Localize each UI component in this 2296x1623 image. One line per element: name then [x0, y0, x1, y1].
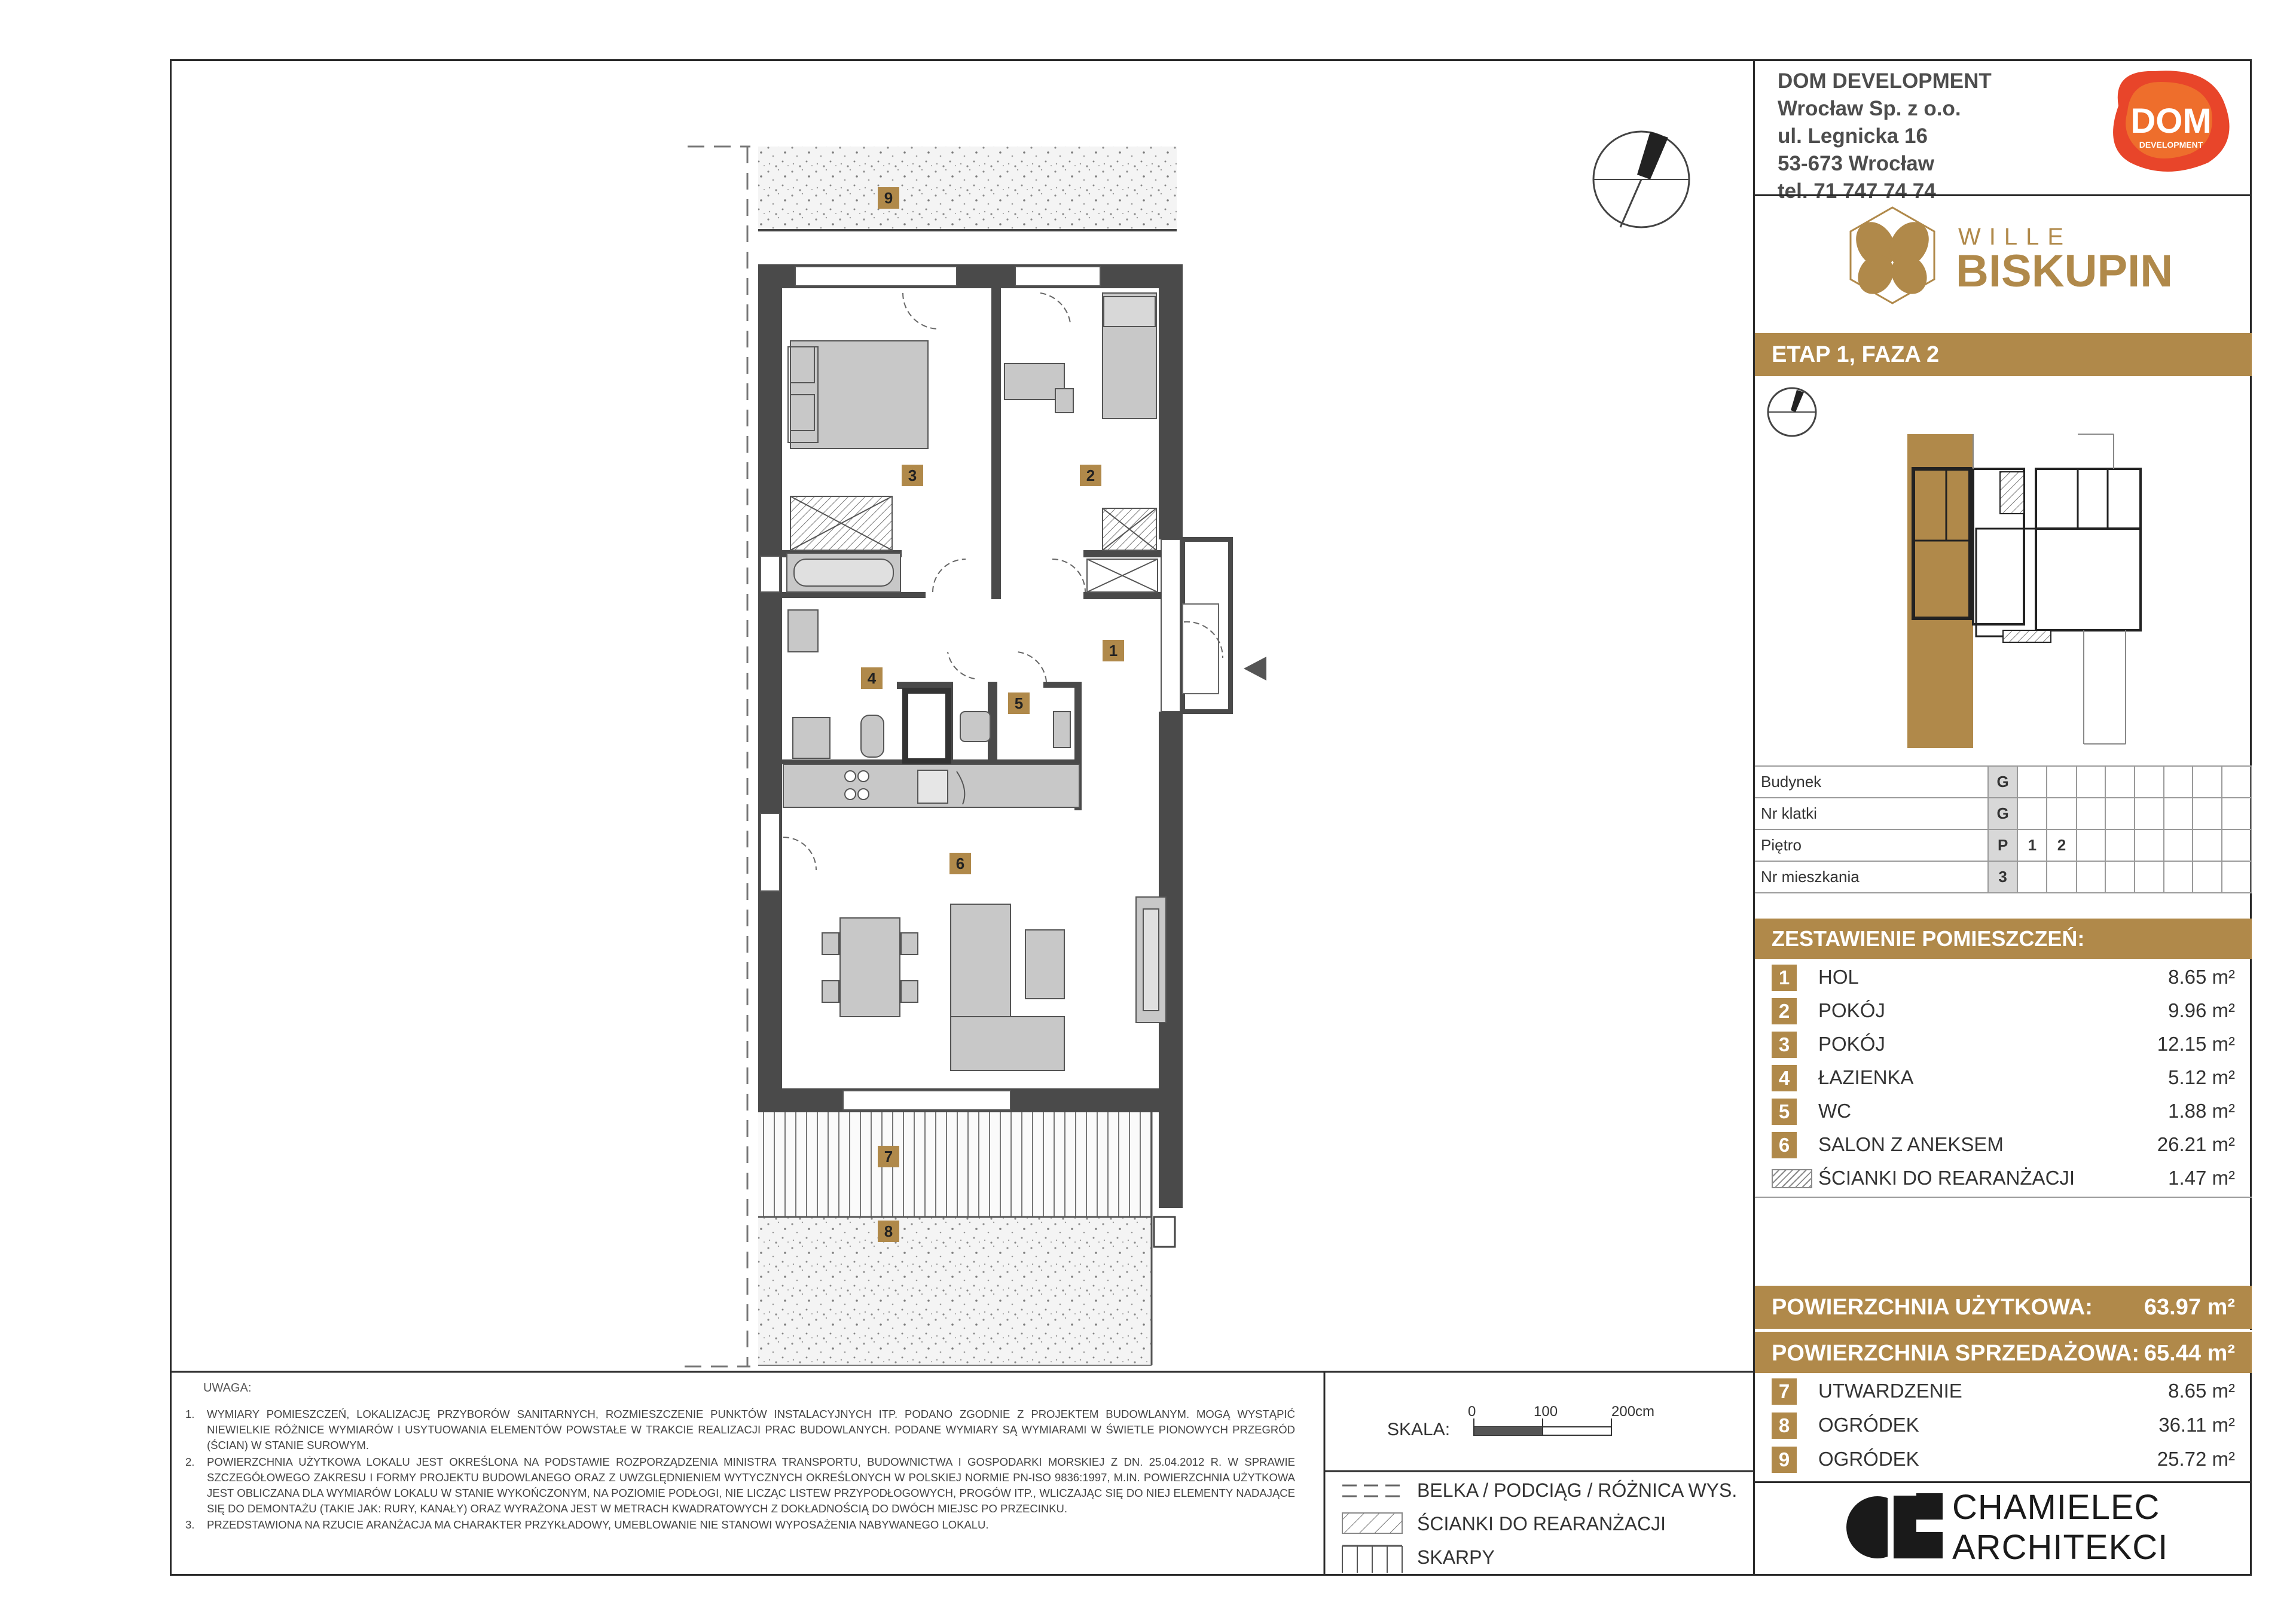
extra-name: OGRÓDEK [1818, 1414, 1919, 1436]
wille-biskupin-logo [1839, 203, 2173, 328]
meta-cell [2193, 861, 2222, 893]
meta-cell [2164, 829, 2193, 861]
room-row [1755, 994, 2252, 1028]
meta-cell [2193, 798, 2222, 829]
room-number-badge: 1 [1772, 965, 1797, 991]
chamielec-square-2 [1916, 1532, 1943, 1558]
scale-tick-0: 0 [1468, 1404, 1476, 1420]
meta-cell [2077, 861, 2106, 893]
extra-row [1755, 1375, 2252, 1408]
meta-cell [2017, 861, 2047, 893]
meta-cell [2164, 861, 2193, 893]
extra-area: 8.65 m² [2168, 1380, 2235, 1402]
sales-area-bar [1755, 1330, 2252, 1373]
meta-cell [2047, 798, 2076, 829]
meta-cell [2135, 829, 2164, 861]
dom-development-logo [2095, 64, 2238, 178]
room-number-badge: 5 [1772, 1099, 1797, 1125]
meta-cell [2105, 766, 2135, 798]
extra-name: OGRÓDEK [1818, 1448, 1919, 1470]
meta-cell [2135, 861, 2164, 893]
meta-cell: G [1988, 798, 2017, 829]
meta-cell [2222, 829, 2251, 861]
company-phone: tel. 71 747 74 74 [1778, 179, 1936, 203]
room-area: 26.21 m² [2157, 1133, 2235, 1155]
partition-area: 1.47 m² [2168, 1167, 2235, 1189]
company-name: DOM DEVELOPMENT [1778, 69, 1992, 93]
room-name: HOL [1818, 966, 1859, 988]
extra-number-badge: 7 [1772, 1378, 1797, 1405]
extra-number-badge: 9 [1772, 1447, 1797, 1473]
room-row [1755, 961, 2252, 994]
note-text: PRZEDSTAWIONA NA RZUCIE ARANŻACJA MA CHARAKTER PRZYKŁADOWY, UMEBLOWANIE NIE STANOWI WYPOSAŻENIA NABYWANEGO LOKALU. [207, 1518, 989, 1531]
meta-cell [2077, 766, 2106, 798]
meta-cell [2222, 766, 2251, 798]
garden-8-area [758, 1217, 1152, 1365]
plan-label-5: 5 [1014, 694, 1024, 712]
logo-dom: DOM [2130, 102, 2212, 141]
room-row [1755, 1095, 2252, 1128]
note-number: 2. [185, 1456, 195, 1468]
architect-name-2: ARCHITEKCI [1952, 1528, 2169, 1567]
meta-cell: 2 [2047, 829, 2076, 861]
room-row [1755, 1061, 2252, 1095]
chamielec-square-1 [1916, 1493, 1943, 1520]
sales-area-value: 65.44 m² [2144, 1341, 2235, 1366]
meta-cell: 1 [2017, 829, 2047, 861]
room-area: 9.96 m² [2168, 999, 2235, 1021]
room-number-badge: 6 [1772, 1132, 1797, 1158]
plan-label-1: 1 [1109, 642, 1118, 660]
plan-label-7: 7 [884, 1148, 893, 1166]
note-text: POWIERZCHNIA UŻYTKOWA LOKALU JEST OKREŚLONA NA PODSTAWIE ROZPORZĄDZENIA MINISTRA TRANSPORTU, BUDOWNICTWA I GOSPODARKI MORSKIEJ Z DN. 25.04.2012 R. W SPRAWIE SZCZEGÓŁOWEGO ZAKRESU I FORMY PROJEKTU BUDOWLANEGO ORAZ Z UWZGLĘDNIENIEM WYTYCZNYCH OKREŚLONYCH W POLSKIEJ NORMIE PN-ISO 9836:1997, M.IN. POWIERZCHNIA UŻYTKOWA JEST OBLICZANA DLA WYMIARÓW LOKALU W STANIE WYKOŃCZONYM, NA POZIOMIE PODŁOGI, NIE LICZĄC LISTEW PRZYPODŁOGOWYCH, PROGÓW ITP., WLICZAJĄC SIĘ DO NIEJ ELEMENTY NADAJĄCE SIĘ DO DEMONTAŻU (TAKIE JAK: RURY, KANAŁY) ORAZ WYRAŻONA JEST W METRACH KWADRATOWYCH Z DOKŁADNOŚCIĄ DO DWÓCH MIEJSC PO PRZECINKU. [207, 1456, 1295, 1515]
meta-label: Budynek [1755, 766, 1988, 798]
plan-label-4: 4 [867, 669, 877, 687]
plan-label-9: 9 [884, 189, 893, 207]
notes-title: UWAGA: [203, 1381, 252, 1395]
usable-area-bar [1755, 1286, 2252, 1329]
plan-label-3: 3 [908, 466, 917, 484]
plan-label-6: 6 [955, 855, 965, 872]
company-address [1778, 68, 1992, 205]
room-name: POKÓJ [1818, 999, 1885, 1021]
rooms-header: ZESTAWIENIE POMIESZCZEŃ: [1755, 919, 2252, 959]
partition-row [1755, 1162, 2252, 1195]
bedroom-3-furniture [788, 341, 928, 550]
meta-row-apartment [1755, 861, 2251, 893]
company-street: ul. Legnicka 16 [1778, 124, 1928, 148]
logo-development: DEVELOPMENT [2139, 140, 2203, 150]
meta-row-building [1755, 766, 2251, 798]
extra-number-badge: 8 [1772, 1413, 1797, 1439]
legend-symbols [1342, 1485, 1402, 1573]
architect-name: CHAMIELEC [1952, 1488, 2160, 1527]
living-room-furniture [822, 897, 1166, 1070]
meta-cell [2193, 766, 2222, 798]
apartment-meta-table [1755, 765, 2252, 893]
meta-cell [2222, 861, 2251, 893]
note-number: 1. [185, 1408, 195, 1420]
meta-cell [2077, 798, 2106, 829]
north-compass-icon [1593, 132, 1689, 227]
terrace-7-area [758, 1112, 1152, 1217]
note-text: WYMIARY POMIESZCZEŃ, LOKALIZACJĘ PRZYBORÓW SANITARNYCH, ROZMIESZCZENIE PUNKTÓW INSTALACYJNYCH ITP. PODANO ZGODNIE Z PROJEKTEM BUDOWLANYM. MOGĄ WYSTĄPIĆ NIEWIELKIE RÓŻNICE WYMIARÓW I USYTUOWANIA ELEMENTÓW POWSTAŁE W TRAKCIE REALIZACJI PRAC BUDOWLANYCH. PODANE WYMIARY SĄ WYMIARAMI W ŚWIETLE PIONOWYCH PRZEGRÓD (ŚCIAN) W STANIE SUROWYM. [207, 1408, 1295, 1451]
company-sub: Wrocław Sp. z o.o. [1778, 97, 1961, 120]
meta-cell [2164, 766, 2193, 798]
usable-area-label: POWIERZCHNIA UŻYTKOWA: [1772, 1295, 2093, 1320]
room-area: 1.88 m² [2168, 1100, 2235, 1122]
extra-area: 25.72 m² [2157, 1448, 2235, 1470]
company-city: 53-673 Wrocław [1778, 152, 1934, 175]
stage-label: ETAP 1, FAZA 2 [1755, 333, 2252, 376]
meta-cell [2047, 861, 2076, 893]
legend-slopes: SKARPY [1417, 1546, 1495, 1568]
plan-label-2: 2 [1086, 466, 1095, 484]
meta-cell [2077, 829, 2106, 861]
meta-row-floor [1755, 829, 2251, 861]
meta-cell: 3 [1988, 861, 2017, 893]
extra-name: UTWARDZENIE [1818, 1380, 1962, 1402]
meta-cell: G [1988, 766, 2017, 798]
meta-cell [2164, 798, 2193, 829]
partition-name: ŚCIANKI DO REARANŻACJI [1818, 1167, 2075, 1189]
meta-cell [2135, 766, 2164, 798]
room-name: POKÓJ [1818, 1033, 1885, 1055]
meta-cell [2105, 798, 2135, 829]
meta-cell [2105, 861, 2135, 893]
room-2-furniture [1004, 293, 1156, 550]
note-number: 3. [185, 1518, 195, 1531]
meta-label: Piętro [1755, 829, 1988, 861]
scale-tick-200: 200cm [1611, 1404, 1655, 1420]
meta-cell: P [1988, 829, 2017, 861]
extra-area: 36.11 m² [2158, 1414, 2235, 1436]
meta-cell [2193, 829, 2222, 861]
kitchen-counter [783, 764, 1079, 807]
meta-label: Nr klatki [1755, 798, 1988, 829]
meta-label: Nr mieszkania [1755, 861, 1988, 893]
room-number-badge: 2 [1772, 998, 1797, 1024]
meta-cell [2047, 766, 2076, 798]
logo-biskupin: BISKUPIN [1956, 246, 2173, 297]
room-area: 5.12 m² [2168, 1066, 2235, 1088]
usable-area-value: 63.97 m² [2144, 1295, 2235, 1320]
title-block [1753, 59, 2252, 1576]
room-area: 8.65 m² [2168, 966, 2235, 988]
meta-row-staircase [1755, 798, 2251, 829]
scale-bar [1474, 1418, 1611, 1435]
garden-9-area [758, 147, 1177, 230]
extra-row [1755, 1409, 2252, 1442]
logo-wille: WILLE [1958, 224, 2072, 250]
meta-cell [2017, 798, 2047, 829]
chamielec-logo-mark [1845, 1488, 1928, 1566]
key-plan [1767, 385, 2245, 756]
extra-row [1755, 1443, 2252, 1476]
sales-area-label: POWIERZCHNIA SPRZEDAŻOWA: [1772, 1341, 2140, 1366]
room-row [1755, 1128, 2252, 1162]
partition-hatch-icon [1772, 1169, 1812, 1188]
room-name: ŁAZIENKA [1818, 1066, 1914, 1088]
legend-partition: ŚCIANKI DO REARANŻACJI [1417, 1513, 1666, 1534]
room-number-badge: 3 [1772, 1032, 1797, 1058]
entrance-arrow-icon [1244, 657, 1266, 681]
plan-label-8: 8 [884, 1222, 893, 1240]
scale-label: SKALA: [1387, 1420, 1451, 1439]
room-number-badge: 4 [1772, 1065, 1797, 1091]
room-row [1755, 1028, 2252, 1061]
scale-tick-100: 100 [1534, 1404, 1558, 1420]
meta-cell [2105, 829, 2135, 861]
meta-cell [2135, 798, 2164, 829]
legend-beam: BELKA / PODCIĄG / RÓŻNICA WYS. [1417, 1479, 1738, 1501]
room-name: WC [1818, 1100, 1851, 1122]
meta-cell [2017, 766, 2047, 798]
room-name: SALON Z ANEKSEM [1818, 1133, 2004, 1155]
room-area: 12.15 m² [2157, 1033, 2235, 1055]
meta-cell [2222, 798, 2251, 829]
